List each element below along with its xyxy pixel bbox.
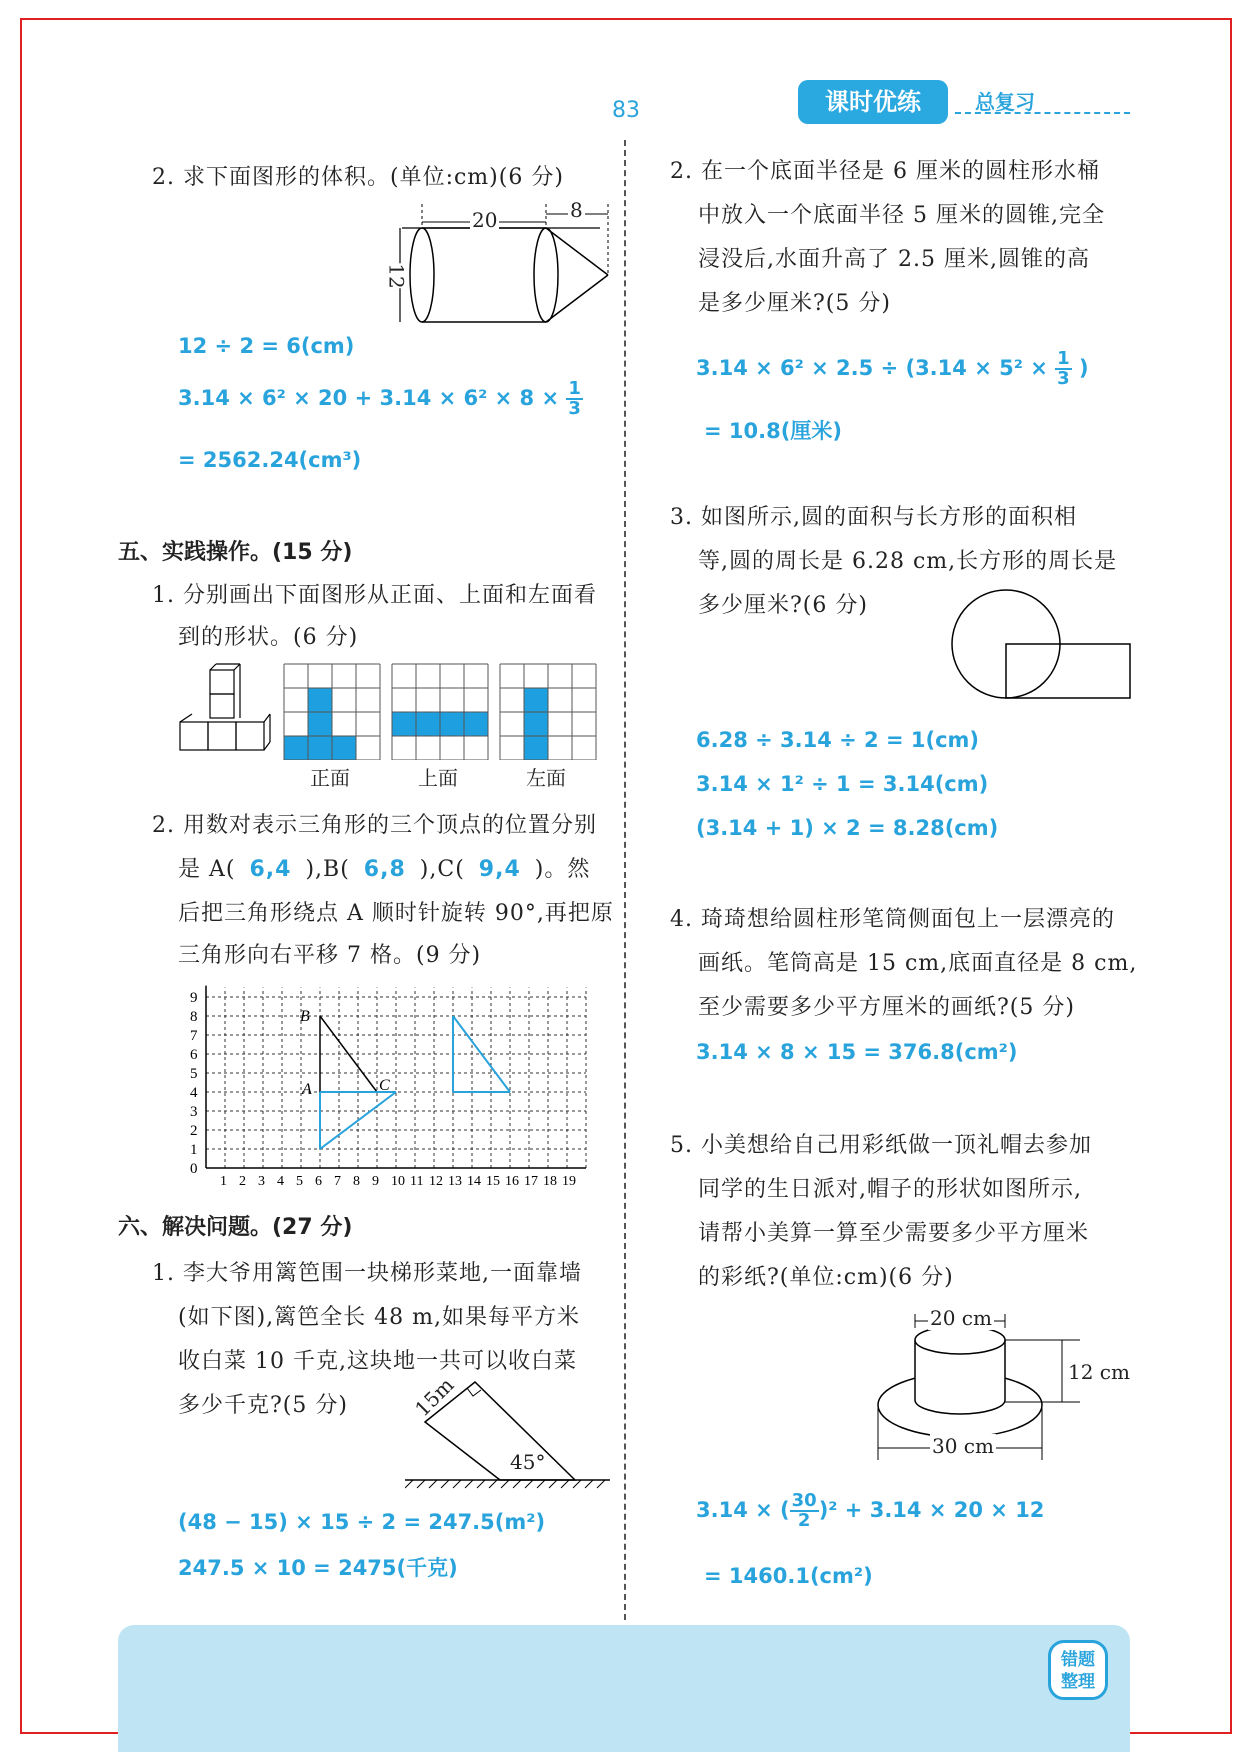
solve-1-line2: (如下图),篱笆全长 48 m,如果每平方米 [178,1305,580,1330]
x-tick: 7 [334,1174,341,1189]
y-tick: 5 [190,1066,198,1082]
y-tick: 6 [190,1047,198,1063]
y-tick: 8 [190,1009,198,1025]
hat-brim-label: 30 cm [932,1434,994,1458]
label-top: 上面 [418,766,458,790]
answer-volume-3: = 2562.24(cm³) [178,448,362,472]
left-view-grid [524,688,548,760]
practice-1-line1: 1. 分别画出下面图形从正面、上面和左面看 [152,583,597,608]
y-tick: 2 [190,1123,198,1139]
section-five-title: 五、实践操作。(15 分) [118,540,353,565]
y-tick: 0 [190,1161,198,1177]
r2-line2: 中放入一个底面半径 5 厘米的圆锥,完全 [698,203,1105,228]
header-sub: 总复习 [975,90,1035,114]
header-underline [955,112,1130,114]
circle-rect-figure [950,588,1135,708]
practice-2-line1: 2. 用数对表示三角形的三个顶点的位置分别 [152,813,597,838]
side-label: 15m [410,1372,459,1422]
solve-1-line1: 1. 李大爷用篱笆围一块梯形菜地,一面靠墙 [152,1261,582,1286]
header-badge: 课时优练 [798,80,948,124]
practice-1-line2: 到的形状。(6 分) [178,625,359,650]
hat-height-label: 12 cm [1068,1360,1130,1384]
x-tick: 5 [296,1174,303,1189]
answer-r3-a: 6.28 ÷ 3.14 ÷ 2 = 1(cm) [696,728,980,752]
solve-1-line4: 多少千克?(5 分) [178,1393,348,1418]
r5-line2: 同学的生日派对,帽子的形状如图所示, [698,1177,1082,1202]
coordinate-grid [188,982,608,1194]
x-tick: 1 [220,1174,227,1189]
practice-2-line2: 是 A( 6,4 ),B( 6,8 ),C( 9,4 )。然 [178,857,591,882]
x-tick: 3 [258,1174,265,1189]
y-tick: 1 [190,1142,198,1158]
x-tick: 12 [429,1174,443,1189]
practice-2-line3: 后把三角形绕点 A 顺时针旋转 90°,再把原 [178,901,614,926]
x-tick: 14 [467,1174,481,1189]
answer-volume-2: 3.14 × 6² × 20 + 3.14 × 6² × 8 × $\frac{1}{3}$ [178,378,581,419]
answer-r4: 3.14 × 8 × 15 = 376.8(cm²) [696,1040,1018,1064]
notes-band [118,1625,1130,1752]
y-tick: 7 [190,1028,198,1044]
r3-line1: 3. 如图所示,圆的面积与长方形的面积相 [670,505,1077,530]
r3-line2: 等,圆的周长是 6.28 cm,长方形的周长是 [698,549,1118,574]
r4-line2: 画纸。笔筒高是 15 cm,底面直径是 8 cm, [698,951,1138,976]
y-tick: 9 [190,990,198,1006]
x-tick: 9 [372,1174,379,1189]
x-tick: 8 [353,1174,360,1189]
practice-2-line4: 三角形向右平移 7 格。(9 分) [178,943,482,968]
hat-figure [870,1310,1130,1470]
svg-text:A: A [302,1081,312,1098]
x-tick: 18 [543,1174,557,1189]
answer-volume-1: 12 ÷ 2 = 6(cm) [178,334,355,358]
answer-r5-a: 3.14 × ( $\frac{30}{2}$ )² + 3.14 × 20 × 12 [696,1490,1045,1531]
views-figure [178,660,618,760]
dim-cone: 8 [570,198,583,222]
x-tick: 13 [448,1174,462,1189]
answer-solve-1-b: 247.5 × 10 = 2475(千克) [178,1556,458,1580]
x-tick: 15 [486,1174,500,1189]
answer-r3-b: 3.14 × 1² ÷ 1 = 3.14(cm) [696,772,989,796]
x-tick: 17 [524,1174,538,1189]
r4-line3: 至少需要多少平方厘米的画纸?(5 分) [698,995,1075,1020]
label-left: 左面 [526,766,566,790]
x-tick: 11 [410,1174,424,1189]
x-tick: 10 [391,1174,405,1189]
cylinder-cone-figure [390,200,620,330]
r5-line1: 5. 小美想给自己用彩纸做一顶礼帽去参加 [670,1133,1092,1158]
dim-length: 20 [472,208,498,232]
section-six-title: 六、解决问题。(27 分) [118,1215,353,1240]
angle-label: 45° [510,1450,546,1474]
dim-diameter: 12 [384,263,409,289]
label-front: 正面 [310,766,350,790]
question-volume: 2. 求下面图形的体积。(单位:cm)(6 分) [152,165,564,190]
error-notes-badge: 错题 整理 [1048,1640,1108,1700]
r2-line4: 是多少厘米?(5 分) [698,291,891,316]
answer-r5-b: = 1460.1(cm²) [704,1564,873,1588]
x-tick: 2 [239,1174,246,1189]
r5-line4: 的彩纸?(单位:cm)(6 分) [698,1265,954,1290]
answer-solve-1-a: (48 − 15) × 15 ÷ 2 = 247.5(m²) [178,1510,546,1534]
y-tick: 3 [190,1104,198,1120]
answer-r2-b: = 10.8(厘米) [704,419,842,443]
svg-text:C: C [379,1077,390,1094]
x-tick: 19 [562,1174,576,1189]
column-divider [624,140,626,1620]
r2-line1: 2. 在一个底面半径是 6 厘米的圆柱形水桶 [670,159,1100,184]
x-tick: 6 [315,1174,322,1189]
page-number: 83 [612,98,640,123]
svg-text:B: B [300,1008,310,1025]
r3-line3: 多少厘米?(6 分) [698,593,868,618]
r4-line1: 4. 琦琦想给圆柱形笔筒侧面包上一层漂亮的 [670,907,1115,932]
solve-1-line3: 收白菜 10 千克,这块地一共可以收白菜 [178,1349,577,1374]
r5-line3: 请帮小美算一算至少需要多少平方厘米 [698,1221,1090,1246]
x-tick: 16 [505,1174,519,1189]
r2-line3: 浸没后,水面升高了 2.5 厘米,圆锥的高 [698,247,1090,272]
answer-r3-c: (3.14 + 1) × 2 = 8.28(cm) [696,816,999,840]
front-view-grid [284,688,356,760]
y-tick: 4 [190,1085,198,1101]
hat-top-label: 20 cm [930,1306,992,1330]
answer-r2-a: 3.14 × 6² × 2.5 ÷ (3.14 × 5² × $\frac{1}{3}$ ) [696,348,1089,389]
x-tick: 4 [277,1174,284,1189]
